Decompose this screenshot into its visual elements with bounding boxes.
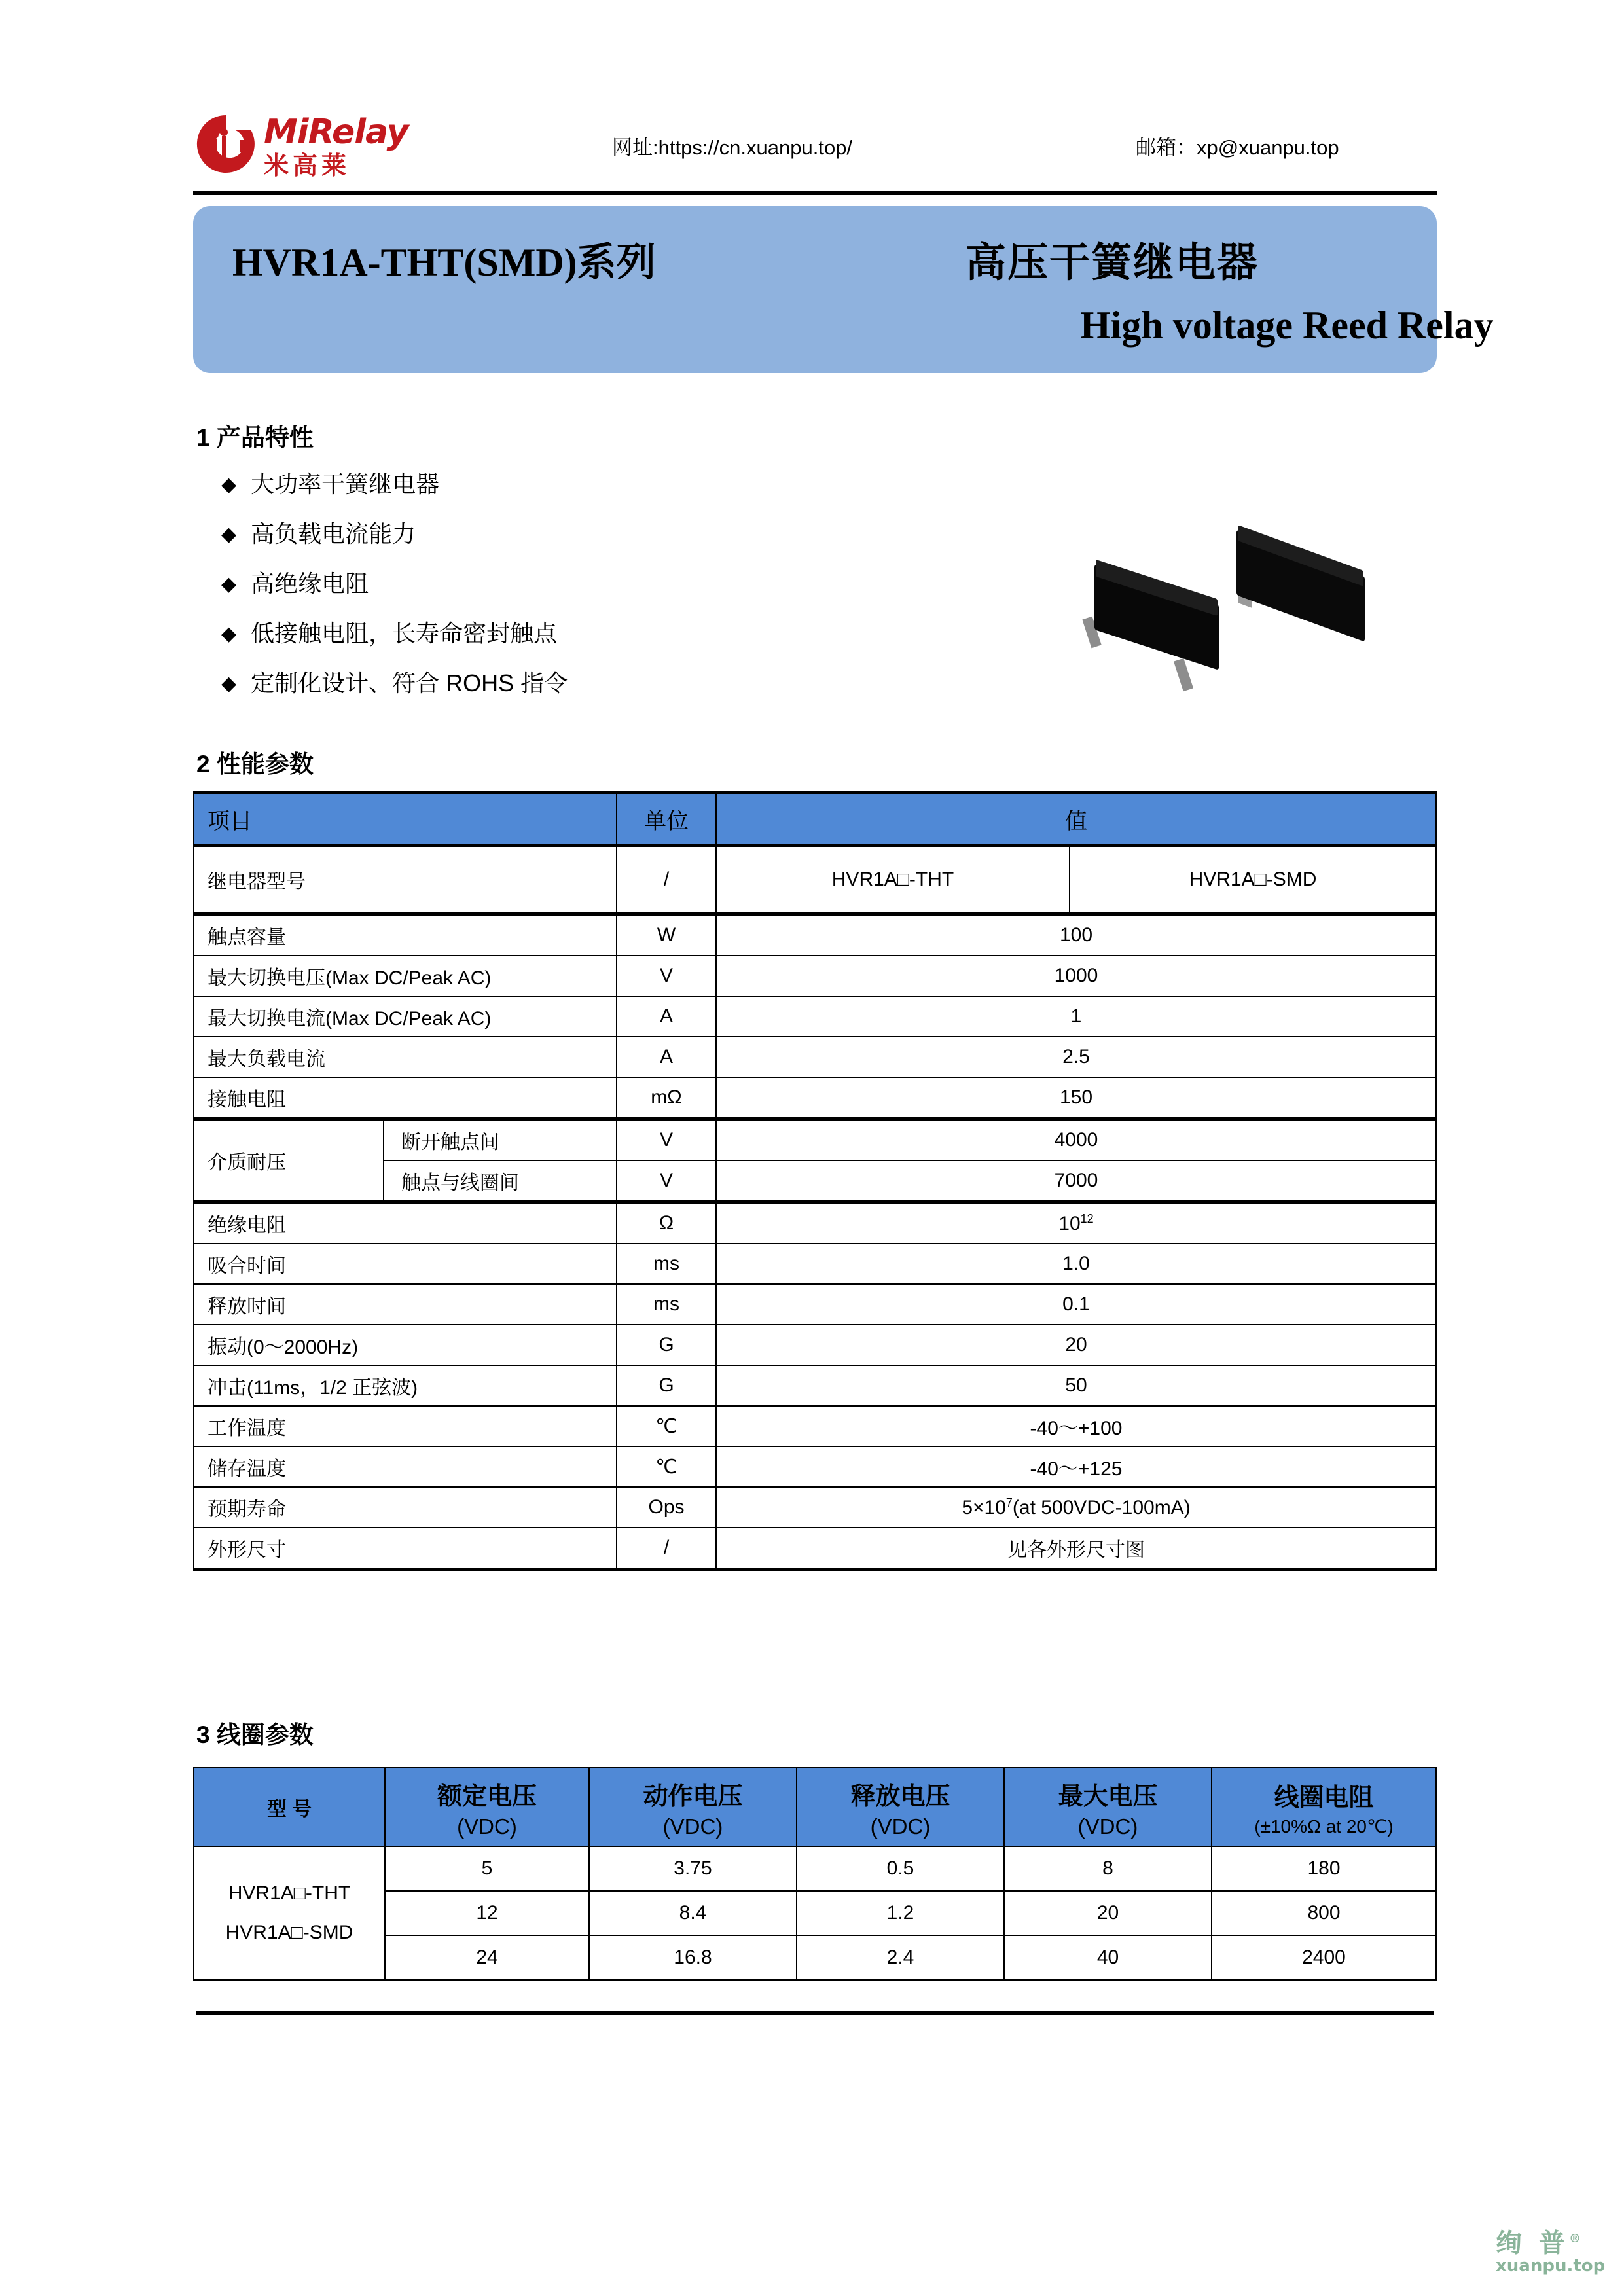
table-row: [194, 1077, 1436, 1119]
table-row: [194, 1446, 1436, 1487]
spec-header-value: 值: [716, 793, 1436, 846]
watermark-en: xuanpu.top: [1496, 2256, 1606, 2276]
coil-max: 8: [1004, 1846, 1212, 1891]
spec-item: 最大切换电流(Max DC/Peak AC): [194, 996, 617, 1037]
spec-table-header-row: [194, 793, 1436, 846]
product-title-en: High voltage Reed Relay: [1080, 304, 1494, 347]
spec-item: 继电器型号: [194, 846, 617, 914]
coil-resistance: 800: [1212, 1891, 1436, 1935]
spec-value: 150: [716, 1077, 1436, 1119]
table-row: [194, 1846, 1436, 1891]
spec-unit: ms: [617, 1284, 716, 1325]
table-row: [194, 1365, 1436, 1406]
diamond-bullet-icon: ◆: [221, 474, 237, 495]
watermark: [1496, 2225, 1614, 2284]
footer-divider: [196, 2011, 1434, 2015]
spec-value: 1000: [716, 956, 1436, 996]
spec-value-smd: HVR1A□-SMD: [1070, 846, 1436, 914]
coil-header-pickup: 动作电压 (VDC): [589, 1768, 797, 1846]
coil-resistance: 180: [1212, 1846, 1436, 1891]
table-row: [194, 1406, 1436, 1446]
spec-item: 储存温度: [194, 1446, 617, 1487]
table-row: [194, 914, 1436, 956]
coil-rated: 5: [385, 1846, 589, 1891]
spec-value: 1: [716, 996, 1436, 1037]
spec-item: 接触电阻: [194, 1077, 617, 1119]
spec-table: [193, 791, 1437, 1571]
coil-pickup: 3.75: [589, 1846, 797, 1891]
feature-item-4: [221, 615, 557, 649]
spec-unit: Ω: [617, 1202, 716, 1244]
spec-unit: /: [617, 846, 716, 914]
spec-header-unit: 单位: [617, 793, 716, 846]
coil-header-resistance: 线圈电阻 (±10%Ω at 20℃): [1212, 1768, 1436, 1846]
email-text: 邮箱：xp@xuanpu.top: [1136, 136, 1339, 159]
table-row: [194, 1037, 1436, 1077]
relay-image-tht: [1087, 566, 1224, 681]
coil-resistance: 2400: [1212, 1935, 1436, 1980]
spec-unit: V: [617, 1160, 716, 1202]
feature-item-5: [221, 665, 568, 698]
spec-value: 20: [716, 1325, 1436, 1365]
spec-value: 7000: [716, 1160, 1436, 1202]
series-title: HVR1A-THT(SMD)系列: [232, 241, 656, 284]
header-divider: [193, 191, 1437, 195]
coil-release: 2.4: [797, 1935, 1004, 1980]
mirelay-logo-icon: [193, 111, 259, 177]
spec-unit: A: [617, 1037, 716, 1077]
coil-header-rated: 额定电压 (VDC): [385, 1768, 589, 1846]
spec-unit: mΩ: [617, 1077, 716, 1119]
coil-header-model: 型 号: [194, 1768, 385, 1846]
spec-value: -40～+125: [716, 1446, 1436, 1487]
coil-table: [193, 1767, 1437, 1981]
feature-label: 低接触电阻，长寿命密封触点: [251, 620, 558, 647]
spec-item: 触点容量: [194, 914, 617, 956]
spec-value: -40～+100: [716, 1406, 1436, 1446]
spec-item: 最大负载电流: [194, 1037, 617, 1077]
coil-model-cell: [194, 1846, 385, 1980]
brand-logo-text: [264, 113, 460, 180]
spec-unit: V: [617, 956, 716, 996]
spec-unit: A: [617, 996, 716, 1037]
title-banner: [193, 206, 1494, 373]
spec-item-group: 介质耐压: [194, 1119, 384, 1202]
diamond-bullet-icon: ◆: [221, 524, 237, 545]
spec-value: 见各外形尺寸图: [716, 1528, 1436, 1570]
coil-rated: 12: [385, 1891, 589, 1935]
diamond-bullet-icon: ◆: [221, 623, 237, 645]
table-row: [194, 846, 1436, 914]
coil-release: 0.5: [797, 1846, 1004, 1891]
spec-item: 最大切换电压(Max DC/Peak AC): [194, 956, 617, 996]
table-row: [194, 1119, 1436, 1161]
feature-label: 高负载电流能力: [251, 520, 416, 547]
table-row: [194, 996, 1436, 1037]
spec-unit: G: [617, 1365, 716, 1406]
coil-header-release: 释放电压 (VDC): [797, 1768, 1004, 1846]
spec-item: 释放时间: [194, 1284, 617, 1325]
spec-subitem: 触点与线圈间: [384, 1160, 617, 1202]
spec-unit: ℃: [617, 1406, 716, 1446]
brand-name-cn: 米高莱: [264, 151, 351, 180]
spec-unit: G: [617, 1325, 716, 1365]
product-title-cn: 高压干簧继电器: [965, 241, 1259, 285]
spec-subitem: 断开触点间: [384, 1119, 617, 1161]
feature-label: 高绝缘电阻: [251, 570, 369, 597]
section-heading-specs: 2 性能参数: [196, 751, 314, 778]
watermark-cn: 绚 普®: [1496, 2228, 1585, 2259]
relay-image-smd: [1234, 547, 1375, 658]
spec-item: 预期寿命: [194, 1487, 617, 1528]
coil-max: 20: [1004, 1891, 1212, 1935]
feature-label: 大功率干簧继电器: [251, 471, 440, 497]
spec-unit: /: [617, 1528, 716, 1570]
spec-item: 冲击(11ms，1/2 正弦波): [194, 1365, 617, 1406]
feature-label: 定制化设计、符合 ROHS 指令: [251, 670, 568, 696]
spec-value: 2.5: [716, 1037, 1436, 1077]
table-row: [194, 1487, 1436, 1528]
table-row: [194, 1284, 1436, 1325]
spec-value: 1.0: [716, 1244, 1436, 1284]
spec-unit: Ops: [617, 1487, 716, 1528]
coil-pickup: 16.8: [589, 1935, 797, 1980]
spec-item: 振动(0～2000Hz): [194, 1325, 617, 1365]
brand-name-en: MiRelay: [264, 113, 408, 152]
section-heading-features: 1 产品特性: [196, 424, 314, 451]
feature-item-2: [221, 516, 416, 549]
feature-item-3: [221, 565, 369, 599]
table-row: [194, 1202, 1436, 1244]
brand-logo: [193, 110, 461, 179]
spec-unit: ms: [617, 1244, 716, 1284]
spec-item: 绝缘电阻: [194, 1202, 617, 1244]
coil-model-tht: HVR1A□-THT: [228, 1882, 351, 1904]
spec-unit: V: [617, 1119, 716, 1161]
section-heading-coil: 3 线圈参数: [196, 1721, 314, 1748]
table-row: [194, 956, 1436, 996]
diamond-bullet-icon: ◆: [221, 573, 237, 595]
spec-item: 工作温度: [194, 1406, 617, 1446]
spec-value-tht: HVR1A□-THT: [716, 846, 1070, 914]
product-photo: [1074, 547, 1381, 710]
spec-value: 50: [716, 1365, 1436, 1406]
coil-header-max: 最大电压 (VDC): [1004, 1768, 1212, 1846]
spec-unit: ℃: [617, 1446, 716, 1487]
coil-pickup: 8.4: [589, 1891, 797, 1935]
spec-header-item: 项目: [194, 793, 617, 846]
feature-item-1: [221, 466, 439, 499]
spec-item: 吸合时间: [194, 1244, 617, 1284]
spec-value: 100: [716, 914, 1436, 956]
page-header: [193, 105, 1437, 183]
spec-value: 4000: [716, 1119, 1436, 1161]
spec-item: 外形尺寸: [194, 1528, 617, 1570]
table-row: [194, 1528, 1436, 1570]
spec-value: 0.1: [716, 1284, 1436, 1325]
coil-max: 40: [1004, 1935, 1212, 1980]
spec-value: $10^{12}$: [716, 1202, 1436, 1244]
diamond-bullet-icon: ◆: [221, 673, 237, 694]
spec-unit: W: [617, 914, 716, 956]
website-text: 网址:https://cn.xuanpu.top/: [612, 136, 853, 159]
spec-value-lifetime: $5\times 10^7(at$ 500VDC-100mA): [716, 1487, 1436, 1528]
coil-table-header-row: [194, 1768, 1436, 1846]
coil-rated: 24: [385, 1935, 589, 1980]
table-row: [194, 1325, 1436, 1365]
coil-release: 1.2: [797, 1891, 1004, 1935]
coil-model-smd: HVR1A□-SMD: [225, 1922, 353, 1943]
table-row: [194, 1244, 1436, 1284]
